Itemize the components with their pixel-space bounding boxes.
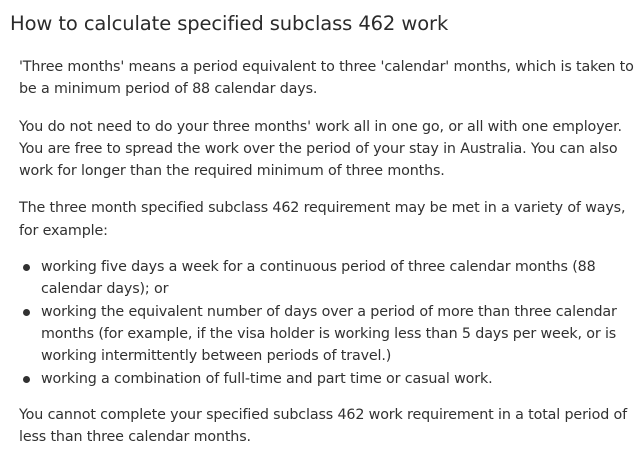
- bullet-icon: [23, 376, 30, 383]
- list-item: [19, 301, 635, 368]
- bullet-icon: [23, 309, 30, 316]
- ways-list: [19, 256, 635, 390]
- list-item-text: working a combination of full-time and part time or casual work.: [41, 370, 493, 387]
- page-heading: How to calculate specified subclass 462 work: [10, 12, 449, 35]
- list-item-text: working five days a week for a continuous period of three calendar months (88 calendar days); or: [41, 259, 596, 298]
- content-body: [19, 56, 635, 448]
- paragraph-ways-intro: The three month specified subclass 462 requirement may be met in a variety of ways, for example:: [19, 200, 626, 239]
- list-item-text: working the equivalent number of days over a period of more than three calendar months (for example, if the visa holder is working less than 5 days per week, or is working intermittently between periods of travel.): [41, 303, 617, 365]
- list-item: [19, 368, 635, 390]
- paragraph-spread-work: You do not need to do your three months' work all in one go, or all with one employer. You are free to spread the work over the period of your stay in Australia. You can also work for longer than the required minimum of three months.: [19, 118, 622, 180]
- paragraph-three-months-definition: 'Three months' means a period equivalent to three 'calendar' months, which is taken to be a minimum period of 88 calendar days.: [19, 59, 634, 98]
- list-item: [19, 256, 635, 301]
- bullet-icon: [23, 264, 30, 271]
- paragraph-minimum-period: You cannot complete your specified subclass 462 work requirement in a total period of less than three calendar months.: [19, 406, 628, 446]
